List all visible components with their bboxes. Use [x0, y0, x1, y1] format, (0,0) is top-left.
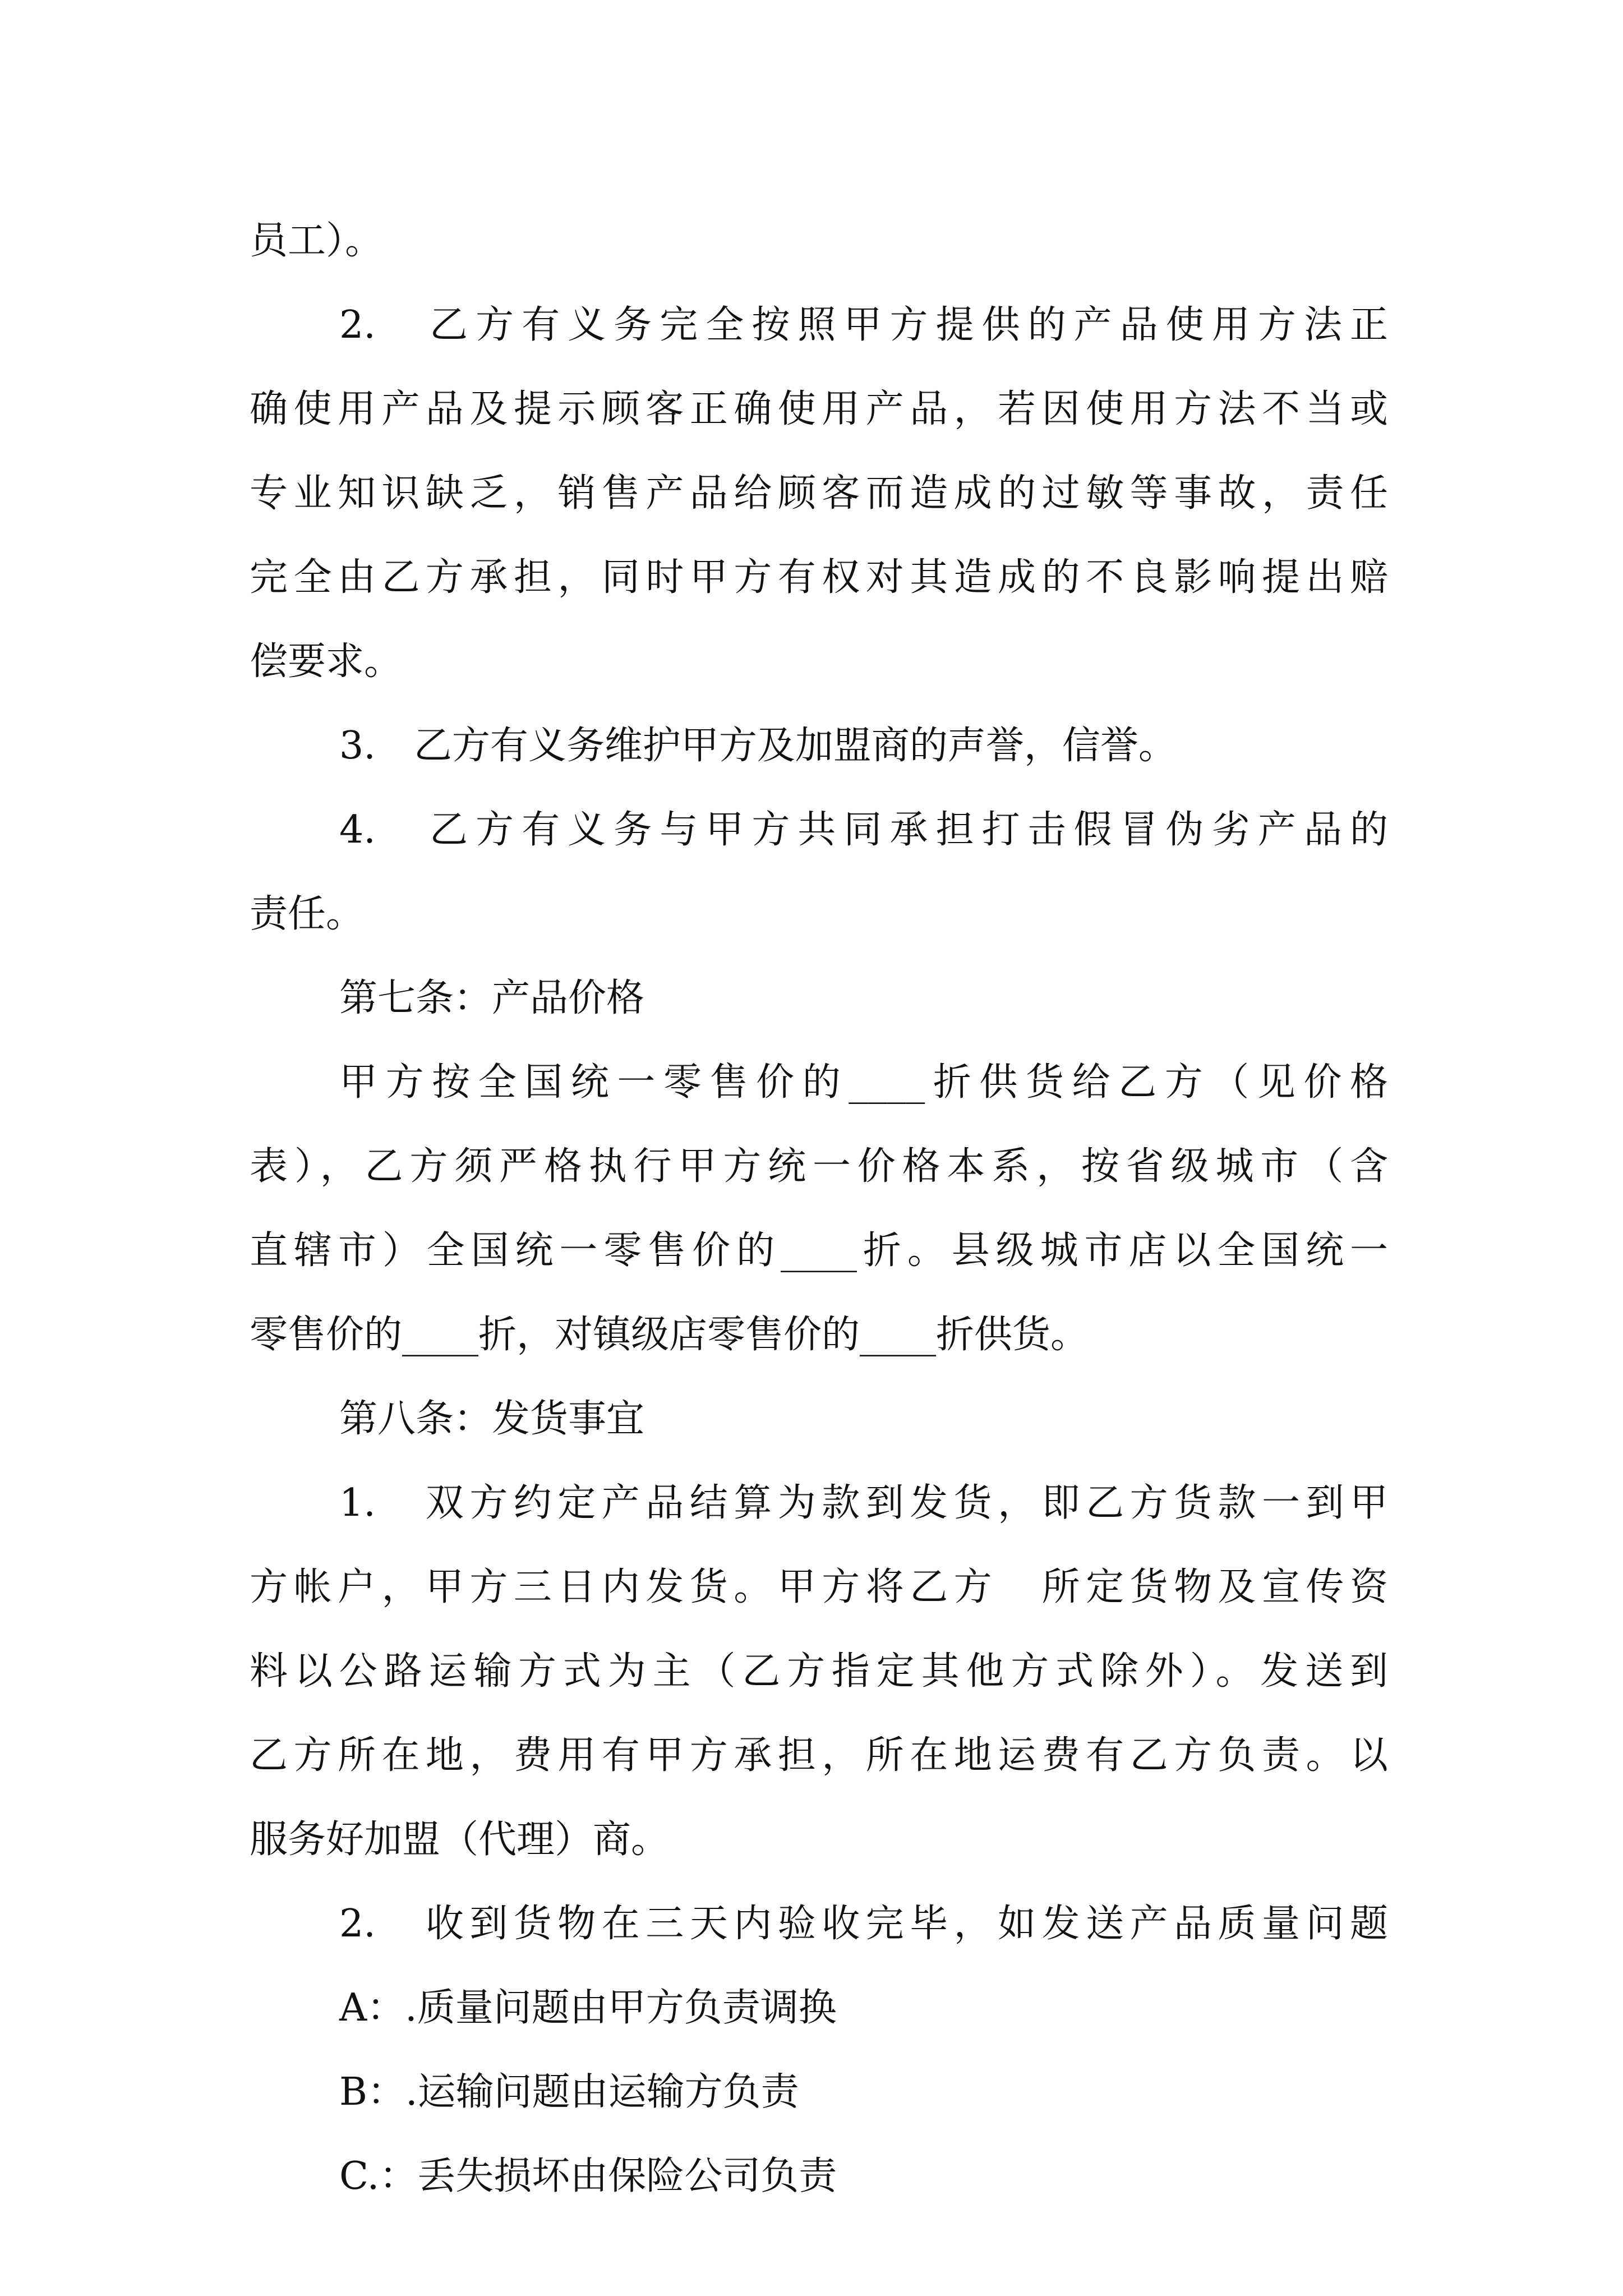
text-line: 料以公路运输方式为主（乙方指定其他方式除外）。发送到: [250, 1649, 1388, 1694]
text-line: 偿要求。: [250, 639, 403, 684]
text-line: 员工）。: [250, 219, 384, 263]
text-line: 2. 乙方有义务完全按照甲方提供的产品使用方法正: [339, 303, 1388, 347]
text-line: 责任。: [250, 892, 365, 936]
text-line: 直辖市）全国统一零售价的____折。县级城市店以全国统一: [250, 1228, 1388, 1273]
text-line: 方帐户，甲方三日内发货。甲方将乙方 所定货物及宣传资: [250, 1565, 1388, 1609]
text-line: C.：丢失损坏由保险公司负责: [339, 2154, 837, 2198]
text-line: 服务好加盟（代理）商。: [250, 1818, 670, 1862]
text-line: 专业知识缺乏，销售产品给顾客而造成的过敏等事故，责任: [250, 471, 1388, 516]
text-line: 确使用产品及提示顾客正确使用产品，若因使用方法不当或: [250, 387, 1388, 431]
document-body: [250, 199, 1388, 2219]
text-line: 1. 双方约定产品结算为款到发货，即乙方货款一到甲: [339, 1481, 1388, 1525]
text-line: 4. 乙方有义务与甲方共同承担打击假冒伪劣产品的: [339, 808, 1388, 852]
text-line: 2. 收到货物在三天内验收完毕，如发送产品质量问题: [339, 1902, 1388, 1946]
text-line: 乙方所在地，费用有甲方承担，所在地运费有乙方负责。以: [250, 1733, 1388, 1778]
text-line: 表），乙方须严格执行甲方统一价格本系，按省级城市（含: [250, 1144, 1388, 1189]
text-line: 甲方按全国统一零售价的____折供货给乙方（见价格: [339, 1060, 1388, 1105]
section-heading: 第七条：产品价格: [339, 976, 645, 1020]
text-line: 零售价的____折，对镇级店零售价的____折供货。: [250, 1313, 1089, 1357]
text-line: A：.质量问题由甲方负责调换: [339, 1986, 837, 2030]
text-line: 3. 乙方有义务维护甲方及加盟商的声誉，信誉。: [339, 724, 1177, 768]
text-line: B：.运输问题由运输方负责: [339, 2070, 799, 2114]
text-line: 完全由乙方承担，同时甲方有权对其造成的不良影响提出赔: [250, 555, 1388, 600]
section-heading: 第八条：发货事宜: [339, 1397, 645, 1441]
